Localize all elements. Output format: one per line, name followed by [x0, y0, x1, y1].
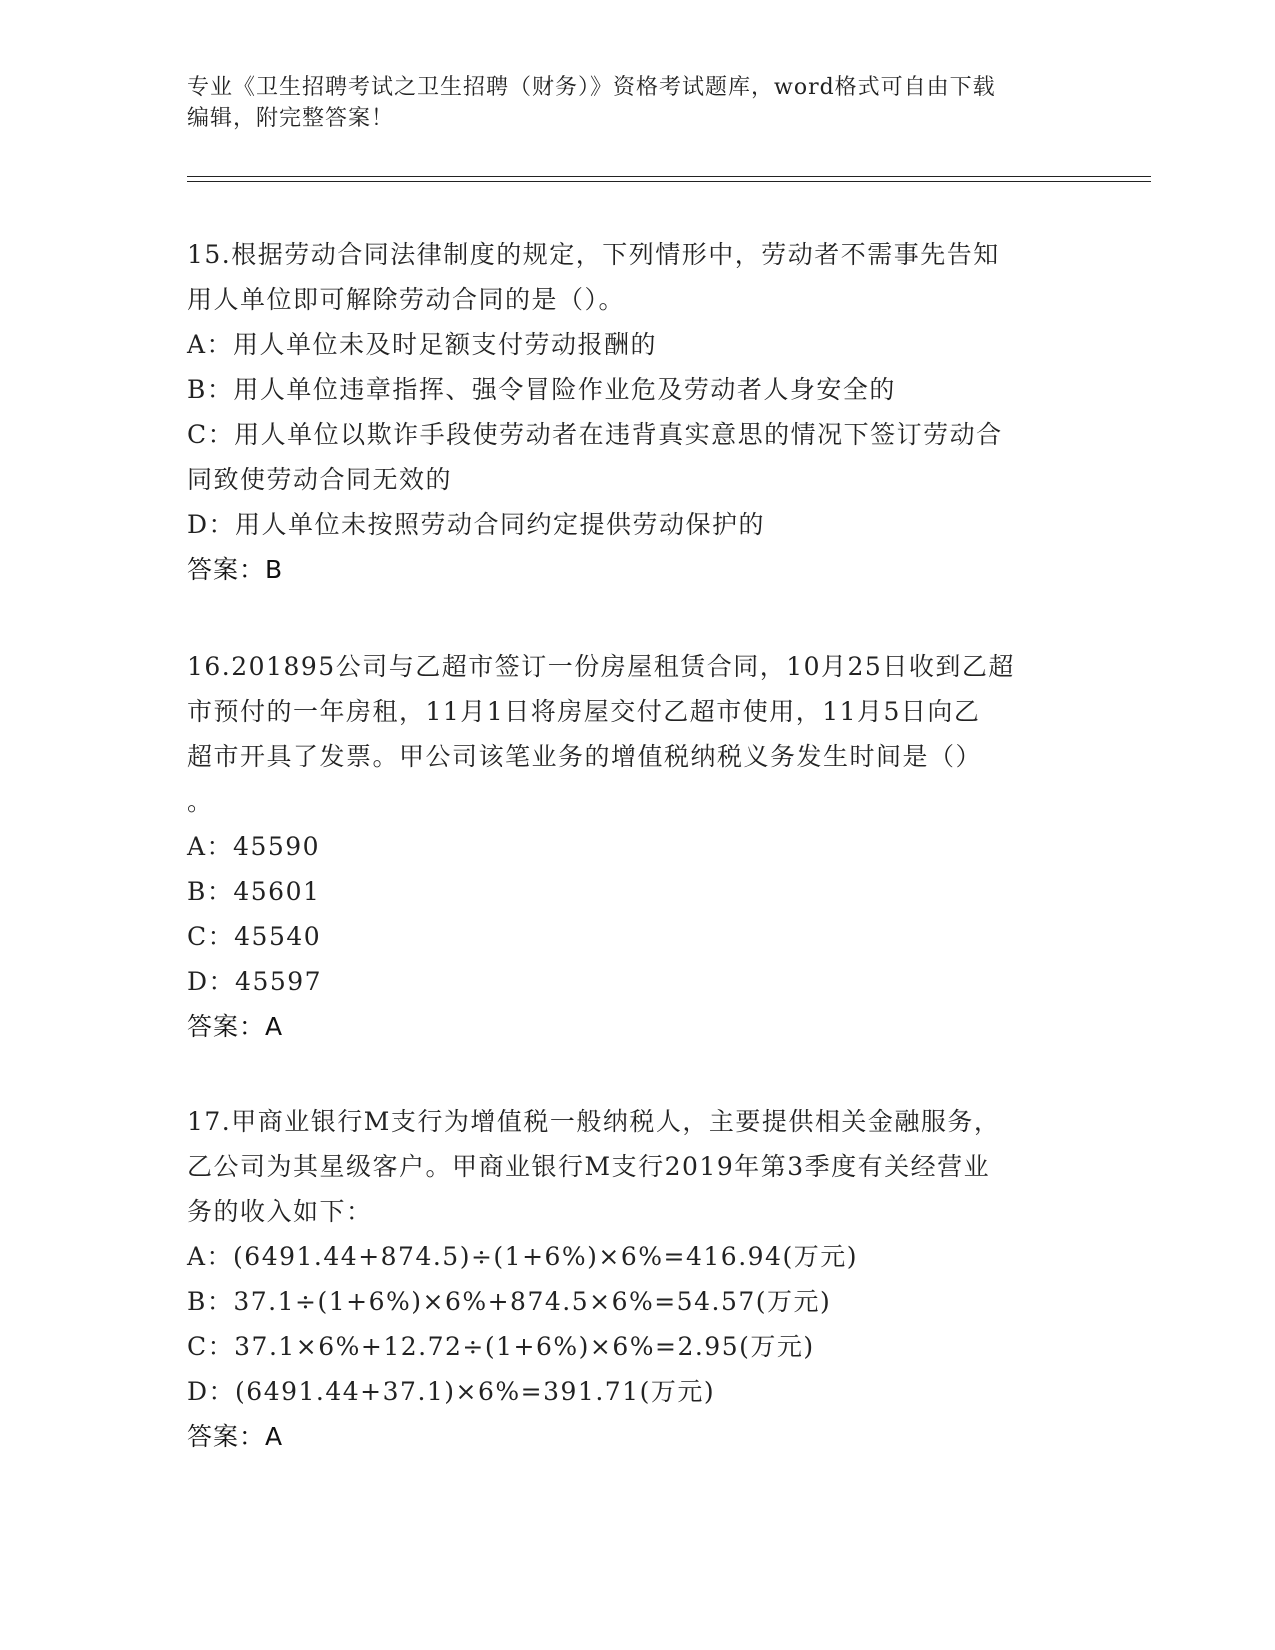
option-b: B：用人单位违章指挥、强令冒险作业危及劳动者人身安全的	[187, 375, 896, 404]
header-divider-top	[187, 176, 1151, 177]
option-c-continued: 同致使劳动合同无效的	[187, 465, 453, 494]
option-b: B：45601	[187, 877, 321, 906]
answer-label: 答案：A	[187, 1422, 284, 1451]
question-stem-line: 16.201895公司与乙超市签订一份房屋租赁合同，10月25日收到乙超	[187, 652, 1015, 681]
option-d: D：用人单位未按照劳动合同约定提供劳动保护的	[187, 510, 766, 539]
answer-label: 答案：B	[187, 555, 284, 584]
question-17	[187, 1099, 1077, 1459]
question-stem-line: 市预付的一年房租，11月1日将房屋交付乙超市使用，11月5日向乙	[187, 697, 981, 726]
question-stem-line: 务的收入如下：	[187, 1197, 373, 1226]
document-header	[187, 72, 1067, 134]
option-b: B：37.1÷(1+6%)×6%+874.5×6%=54.57(万元)	[187, 1287, 832, 1316]
option-a: A：45590	[187, 832, 321, 861]
option-a: A：(6491.44+874.5)÷(1+6%)×6%=416.94(万元)	[187, 1242, 858, 1271]
question-16	[187, 644, 1077, 1049]
question-stem-line: 17.甲商业银行M支行为增值税一般纳税人，主要提供相关金融服务，	[187, 1107, 1001, 1136]
header-line-2: 编辑，附完整答案！	[187, 106, 395, 131]
option-d: D：(6491.44+37.1)×6%=391.71(万元)	[187, 1377, 716, 1406]
question-stem-line: 15.根据劳动合同法律制度的规定，下列情形中，劳动者不需事先告知	[187, 240, 1000, 269]
question-stem-line: 乙公司为其星级客户。甲商业银行M支行2019年第3季度有关经营业	[187, 1152, 991, 1181]
option-c: C：用人单位以欺诈手段使劳动者在违背真实意思的情况下签订劳动合	[187, 420, 1003, 449]
header-line-1: 专业《卫生招聘考试之卫生招聘（财务）》资格考试题库，word格式可自由下载	[187, 75, 996, 100]
option-d: D：45597	[187, 967, 323, 996]
question-stem-line: 用人单位即可解除劳动合同的是（）。	[187, 285, 626, 314]
answer-label: 答案：A	[187, 1012, 284, 1041]
question-stem-line: 。	[187, 787, 214, 816]
header-divider-bottom	[187, 181, 1151, 182]
option-a: A：用人单位未及时足额支付劳动报酬的	[187, 330, 658, 359]
option-c: C：45540	[187, 922, 322, 951]
option-c: C：37.1×6%+12.72÷(1+6%)×6%=2.95(万元)	[187, 1332, 815, 1361]
question-stem-line: 超市开具了发票。甲公司该笔业务的增值税纳税义务发生时间是（）	[187, 742, 983, 771]
question-15	[187, 232, 1077, 592]
